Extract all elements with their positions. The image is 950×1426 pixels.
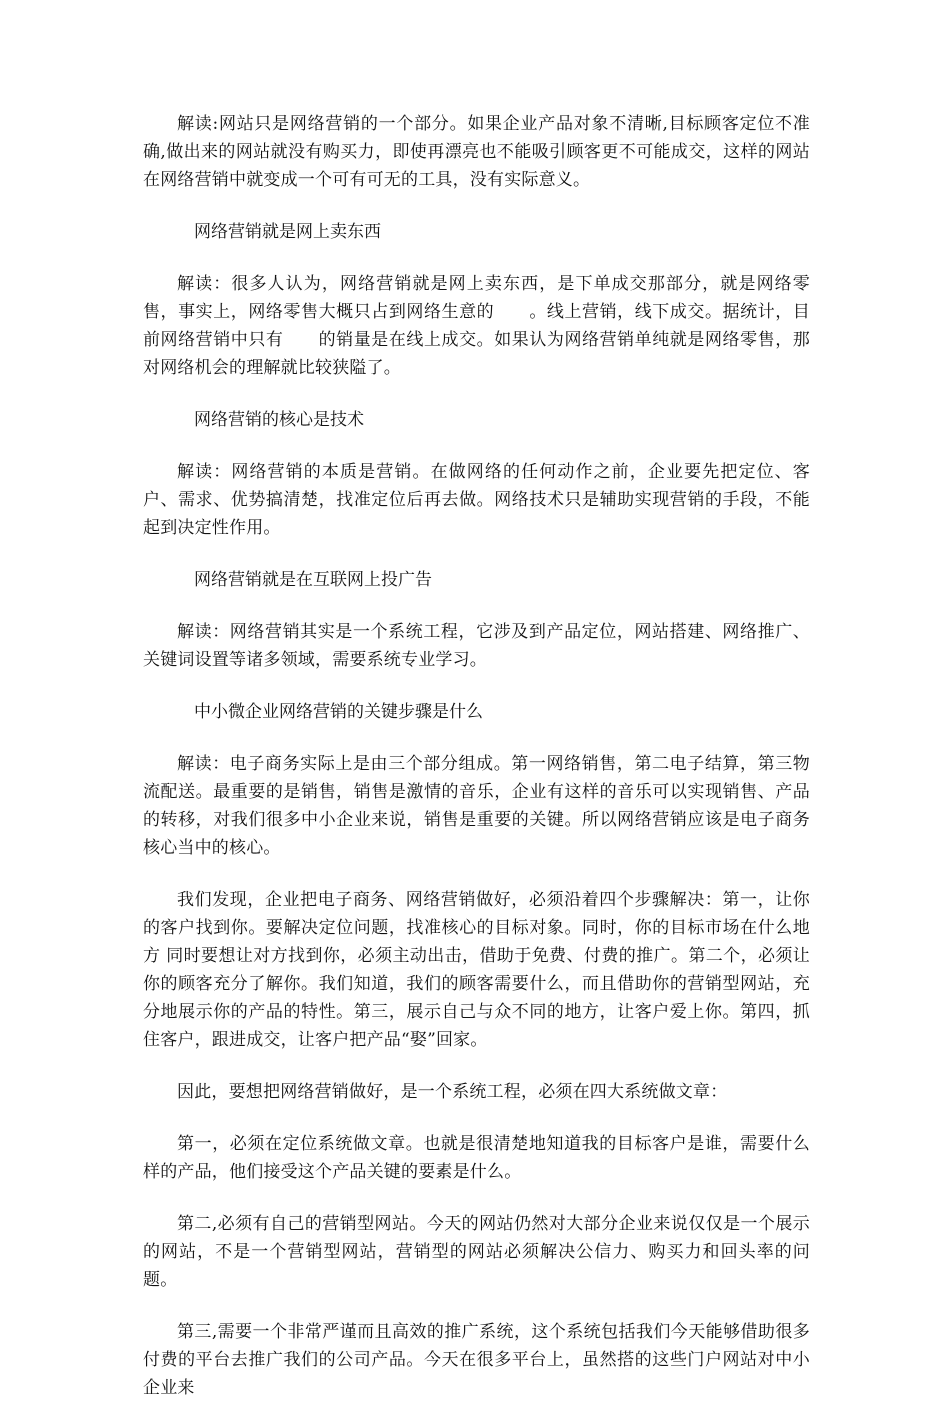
paragraph: 解读：网络营销的本质是营销。在做网络的任何动作之前，企业要先把定位、客户、需求、优势搞清楚，找准定位后再去做。网络技术只是辅助实现营销的手段，不能起到决定性作用。	[143, 462, 810, 538]
paragraph: 解读：网络营销其实是一个系统工程，它涉及到产品定位，网站搭建、网络推广、关键词设置等诸多领域，需要系统专业学习。	[143, 622, 810, 670]
section-heading: 中小微企业网络营销的关键步骤是什么	[194, 702, 483, 722]
section-heading: 网络营销就是网上卖东西	[194, 222, 381, 242]
paragraph: 因此，要想把网络营销做好，是一个系统工程，必须在四大系统做文章：	[177, 1082, 728, 1102]
paragraph: 解读：电子商务实际上是由三个部分组成。第一网络销售，第二电子结算，第三物流配送。最重要的是销售，销售是激情的音乐，企业有这样的音乐可以实现销售、产品的转移，对我们很多中小企业来说，销售是重要的关键。所以网络营销应该是电子商务核心当中的核心。	[143, 754, 810, 858]
paragraph: 解读：很多人认为，网络营销就是网上卖东西，是下单成交那部分，就是网络零售，事实上，网络零售大概只占到网络生意的 。线上营销，线下成交。据统计，目前网络营销中只有 的销量是在线上成交。如果认为网络营销单纯就是网络零售，那对网络机会的理解就比较狭隘了。	[143, 274, 810, 378]
document-page	[143, 110, 810, 1426]
paragraph: 我们发现，企业把电子商务、网络营销做好，必须沿着四个步骤解决：第一，让你的客户找到你。要解决定位问题，找准核心的目标对象。同时，你的目标市场在什么地方 同时要想让对方找到你，必须主动出击，借助于免费、付费的推广。第二个，必须让你的顾客充分了解你。我们知道，我们的顾客需要什么，而且借助你的营销型网站，充分地展示你的产品的特性。第三，展示自己与众不同的地方，让客户爱上你。第四，抓住客户，跟进成交，让客户把产品“娶”回家。	[143, 890, 810, 1050]
paragraph: 第一，必须在定位系统做文章。也就是很清楚地知道我的目标客户是谁，需要什么样的产品，他们接受这个产品关键的要素是什么。	[143, 1134, 810, 1182]
section-heading: 网络营销的核心是技术	[194, 410, 364, 430]
paragraph: 第二,必须有自己的营销型网站。今天的网站仍然对大部分企业来说仅仅是一个展示的网站，不是一个营销型网站，营销型的网站必须解决公信力、购买力和回头率的问题。	[143, 1214, 810, 1290]
section-heading: 网络营销就是在互联网上投广告	[194, 570, 432, 590]
paragraph: 第三,需要一个非常严谨而且高效的推广系统，这个系统包括我们今天能够借助很多付费的平台去推广我们的公司产品。今天在很多平台上，虽然搭的这些门户网站对中小企业来	[143, 1322, 810, 1398]
paragraph: 解读:网站只是网络营销的一个部分。如果企业产品对象不清晰,目标顾客定位不准确,做出来的网站就没有购买力，即使再漂亮也不能吸引顾客更不可能成交，这样的网站在网络营销中就变成一个可有可无的工具，没有实际意义。	[143, 114, 810, 190]
